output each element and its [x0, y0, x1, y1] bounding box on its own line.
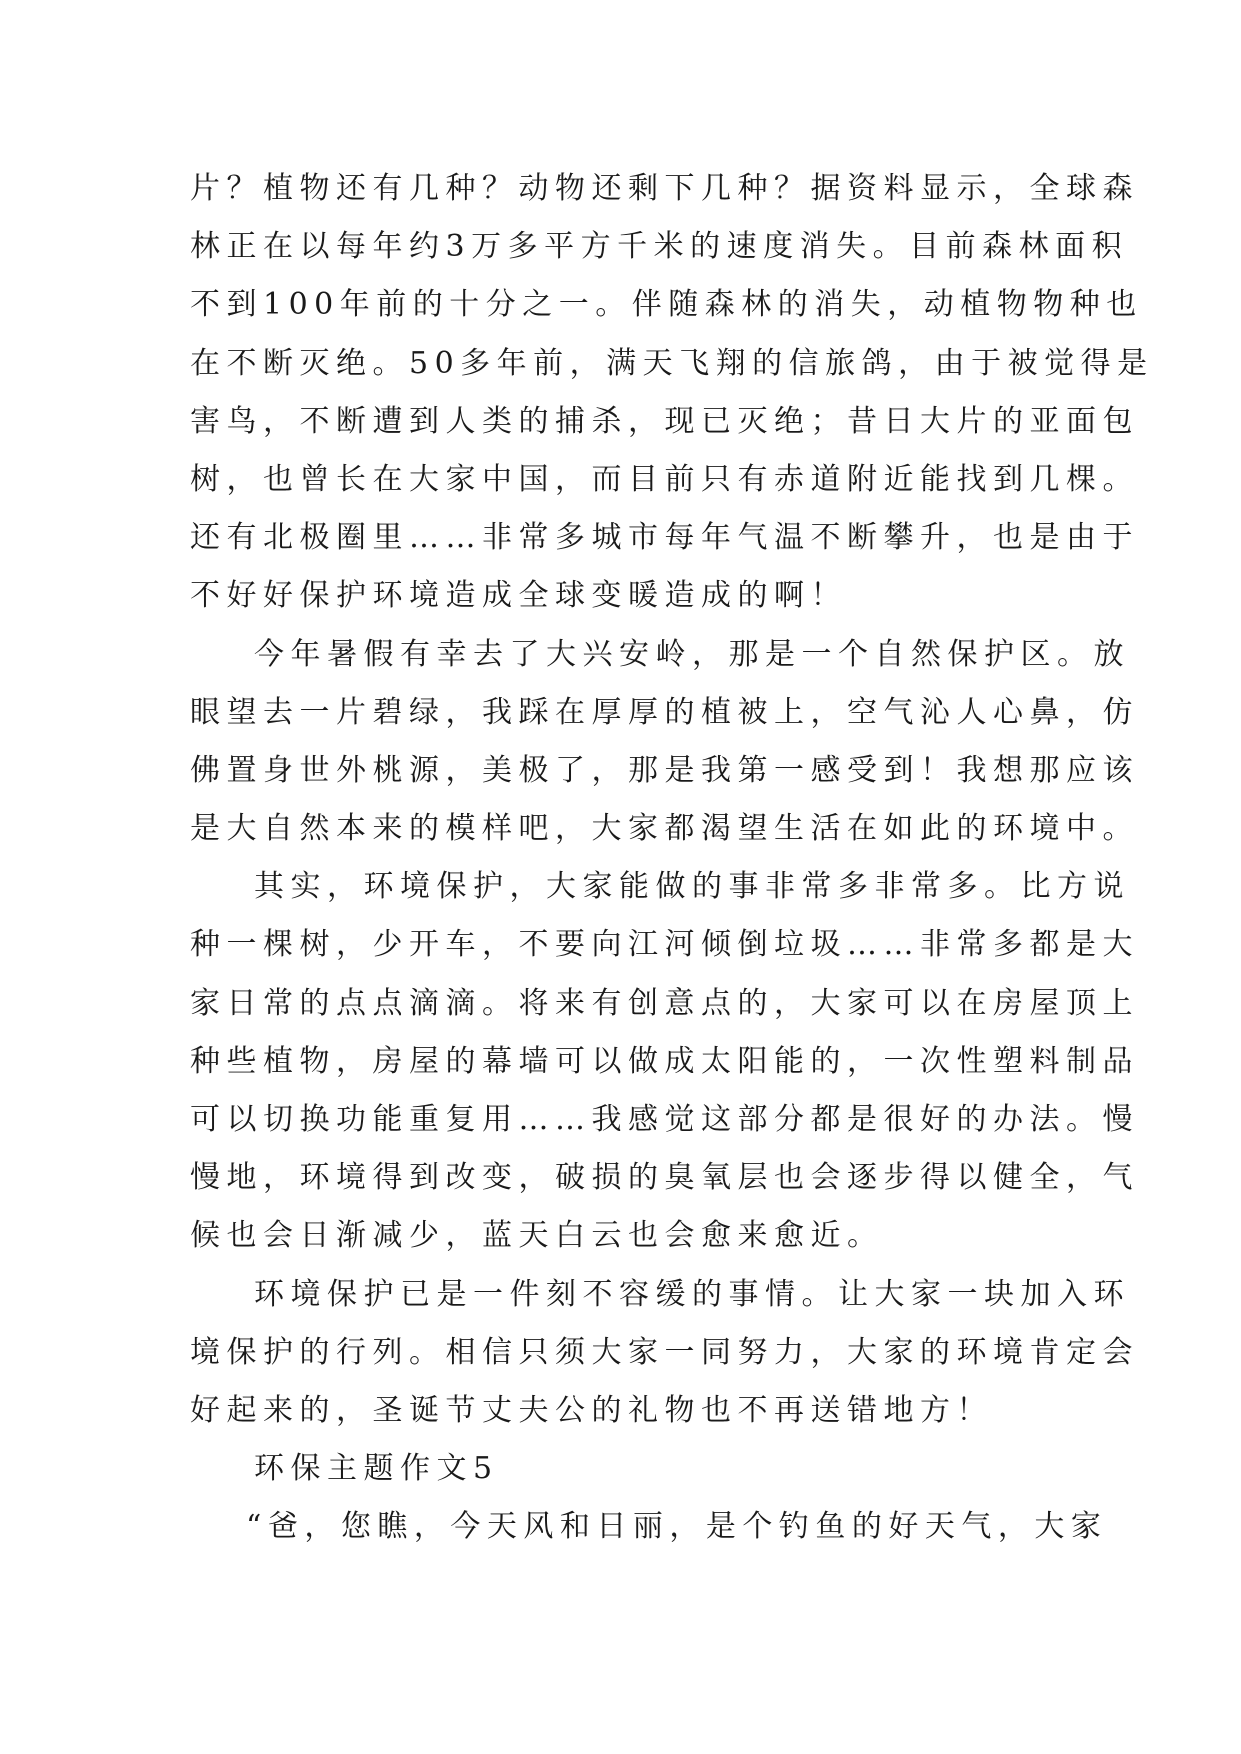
text-line: 种些植物，房屋的幕墙可以做成太阳能的，一次性塑料制品: [190, 1043, 1139, 1079]
text-line: 慢地，环境得到改变，破损的臭氧层也会逐步得以健全，气: [190, 1160, 1139, 1196]
text-line: 眼望去一片碧绿，我踩在厚厚的植被上，空气沁人心鼻，仿: [190, 694, 1139, 730]
text-line: 害鸟，不断遭到人类的捕杀，现已灭绝；昔日大片的亚面包: [190, 403, 1139, 439]
text-line: 树，也曾长在大家中国，而目前只有赤道附近能找到几棵。: [190, 461, 1139, 497]
text-line: 不好好保护环境造成全球变暖造成的啊！: [190, 578, 847, 614]
section-heading: 环保主题作文5: [254, 1451, 499, 1487]
text-line: 不到100年前的十分之一。伴随森林的消失，动植物物种也: [190, 287, 1143, 323]
text-line: 好起来的，圣诞节丈夫公的礼物也不再送错地方！: [190, 1392, 993, 1428]
text-line: 种一棵树，少开车，不要向江河倾倒垃圾……非常多都是大: [190, 927, 1139, 963]
text-line: 候也会日渐减少，蓝天白云也会愈来愈近。: [190, 1218, 884, 1254]
text-line: 佛置身世外桃源，美极了，那是我第一感受到！我想那应该: [190, 752, 1139, 788]
text-line: 境保护的行列。相信只须大家一同努力，大家的环境肯定会: [190, 1334, 1139, 1370]
text-line: 可以切换功能重复用……我感觉这部分都是很好的办法。慢: [190, 1102, 1139, 1137]
paragraph-start-line: 环境保护已是一件刻不容缓的事情。让大家一块加入环: [254, 1276, 1130, 1312]
essay-text: [190, 160, 1154, 1557]
paragraph-start-line: 今年暑假有幸去了大兴安岭，那是一个自然保护区。放: [254, 636, 1130, 672]
paragraph-start-line: 其实，环境保护，大家能做的事非常多非常多。比方说: [254, 869, 1130, 905]
text-line: 还有北极圈里……非常多城市每年气温不断攀升，也是由于: [190, 520, 1139, 556]
text-line: 在不断灭绝。50多年前，满天飞翔的信旅鸽，由于被觉得是: [190, 345, 1154, 381]
text-line: 家日常的点点滴滴。将来有创意点的，大家可以在房屋顶上: [190, 985, 1139, 1021]
text-line: 林正在以每年约3万多平方千米的速度消失。目前森林面积: [190, 229, 1129, 265]
text-line: 片？植物还有几种？动物还剩下几种？据资料显示，全球森: [190, 171, 1139, 206]
text-line: 是大自然本来的模样吧，大家都渴望生活在如此的环境中。: [190, 811, 1139, 847]
paragraph-start-line: “爸，您瞧，今天风和日丽，是个钓鱼的好天气，大家: [246, 1509, 1108, 1545]
